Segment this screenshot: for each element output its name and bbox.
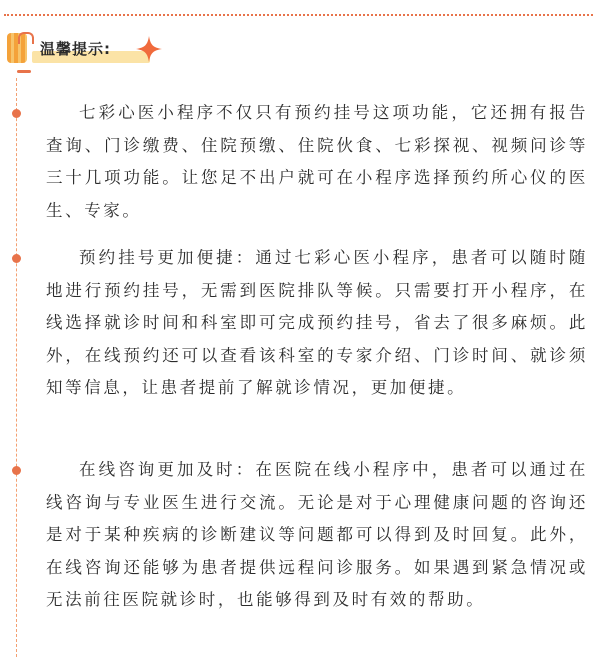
timeline-dot-3 [12, 466, 21, 475]
timeline-dot-1 [12, 109, 21, 118]
luggage-tag-icon [7, 33, 27, 63]
paragraph-appointment: 预约挂号更加便捷：通过七彩心医小程序，患者可以随时随地进行预约挂号，无需到医院排队等候。只需要打开小程序，在线选择就诊时间和科室即可完成预约挂号，省去了很多麻烦。此外，在线预约还可以查看该科室的专家介绍、门诊时间、就诊须知等信息，让患者提前了解就诊情况，更加便捷。 [46, 248, 588, 397]
paragraph-intro: 七彩心医小程序不仅只有预约挂号这项功能，它还拥有报告查询、门诊缴费、住院预缴、住院伙食、七彩探视、视频问诊等三十几项功能。让您足不出户就可在小程序选择预约所心仪的医生、专家。 [46, 103, 588, 220]
timeline-dashed-line [16, 78, 17, 657]
tip-title: 温馨提示: [40, 40, 111, 58]
tag-hook [18, 32, 34, 44]
sparkle-star-icon [135, 35, 163, 63]
top-dotted-divider [4, 14, 593, 16]
timeline-dot-2 [12, 254, 21, 263]
tag-foot [17, 70, 31, 73]
paragraph-consultation: 在线咨询更加及时：在医院在线小程序中，患者可以通过在线咨询与专业医生进行交流。无论是对于心理健康问题的咨询还是对于某种疾病的诊断建议等问题都可以得到及时回复。此外，在线咨询还能够为患者提供远程问诊服务。如果遇到紧急情况或无法前往医院就诊时，也能够得到及时有效的帮助。 [46, 460, 588, 609]
tip-header [0, 26, 200, 78]
